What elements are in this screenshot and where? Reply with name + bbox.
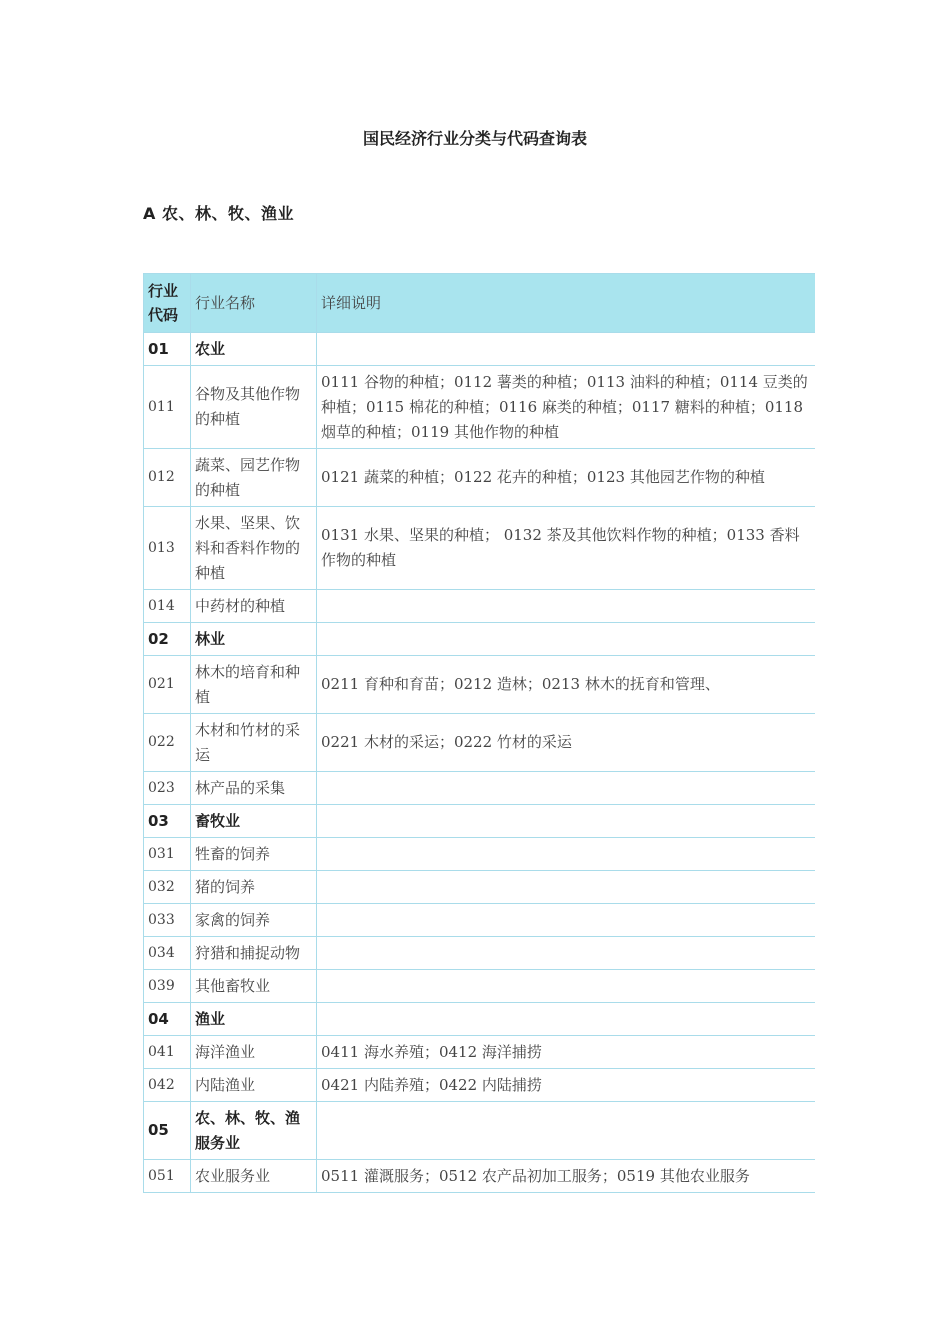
industry-code-cell: 039 [144,970,191,1003]
industry-name-cell: 家禽的饲养 [191,904,317,937]
details-cell [317,937,816,970]
table-row [144,366,816,449]
industry-code-cell: 021 [144,656,191,714]
industry-name-cell: 猪的饲养 [191,871,317,904]
industry-name-cell: 中药材的种植 [191,590,317,623]
table-header-row [144,274,816,333]
table-row [144,1160,816,1193]
industry-name-cell: 谷物及其他作物的种植 [191,366,317,449]
table-row [144,871,816,904]
industry-name-cell: 海洋渔业 [191,1036,317,1069]
industry-name-cell: 内陆渔业 [191,1069,317,1102]
details-cell: 0421 内陆养殖；0422 内陆捕捞 [317,1069,816,1102]
details-cell [317,871,816,904]
industry-name-cell: 林木的培育和种植 [191,656,317,714]
table-row [144,1069,816,1102]
table-row [144,449,816,507]
details-cell: 0221 木材的采运；0222 竹材的采运 [317,714,816,772]
industry-code-cell: 04 [144,1003,191,1036]
details-cell [317,904,816,937]
document-title: 国民经济行业分类与代码查询表 [362,129,587,148]
industry-code-cell: 01 [144,333,191,366]
industry-code-cell: 023 [144,772,191,805]
header-industry-code: 行业代码 [144,274,191,333]
industry-code-cell: 041 [144,1036,191,1069]
details-cell: 0121 蔬菜的种植；0122 花卉的种植；0123 其他园艺作物的种植 [317,449,816,507]
industry-name-cell: 渔业 [191,1003,317,1036]
table-row [144,590,816,623]
industry-code-cell: 033 [144,904,191,937]
details-cell: 0411 海水养殖；0412 海洋捕捞 [317,1036,816,1069]
details-cell [317,1003,816,1036]
industry-code-cell: 05 [144,1102,191,1160]
details-cell: 0211 育种和育苗；0212 造林；0213 林木的抚育和管理、 [317,656,816,714]
industry-code-cell: 032 [144,871,191,904]
table-row [144,714,816,772]
table-row [144,507,816,590]
industry-name-cell: 农业 [191,333,317,366]
details-cell [317,838,816,871]
industry-code-cell: 03 [144,805,191,838]
details-cell [317,623,816,656]
header-details: 详细说明 [317,274,816,333]
industry-name-cell: 其他畜牧业 [191,970,317,1003]
industry-code-cell: 034 [144,937,191,970]
section-heading: A 农、林、牧、渔业 [143,204,294,223]
industry-name-cell: 蔬菜、园艺作物的种植 [191,449,317,507]
industry-name-cell: 木材和竹材的采运 [191,714,317,772]
industry-name-cell: 狩猎和捕捉动物 [191,937,317,970]
industry-code-cell: 014 [144,590,191,623]
table-row [144,838,816,871]
industry-code-cell: 011 [144,366,191,449]
details-cell [317,970,816,1003]
industry-code-cell: 012 [144,449,191,507]
table-row [144,904,816,937]
table-row-category [144,1003,816,1036]
header-industry-name: 行业名称 [191,274,317,333]
table-body [144,333,816,1193]
details-cell: 0131 水果、坚果的种植； 0132 茶及其他饮料作物的种植；0133 香料作物的种植 [317,507,816,590]
details-cell: 0111 谷物的种植；0112 薯类的种植；0113 油料的种植；0114 豆类的种植；0115 棉花的种植；0116 麻类的种植；0117 糖料的种植；0118 烟草的种植；0119 其他作物的种植 [317,366,816,449]
table-row [144,937,816,970]
details-cell [317,590,816,623]
industry-code-cell: 051 [144,1160,191,1193]
industry-name-cell: 水果、坚果、饮料和香料作物的种植 [191,507,317,590]
table-row-category [144,333,816,366]
industry-code-cell: 013 [144,507,191,590]
industry-name-cell: 林产品的采集 [191,772,317,805]
details-cell [317,805,816,838]
industry-code-cell: 022 [144,714,191,772]
industry-name-cell: 牲畜的饲养 [191,838,317,871]
table-row [144,1036,816,1069]
industry-name-cell: 林业 [191,623,317,656]
table-row [144,970,816,1003]
table-row-category [144,805,816,838]
industry-name-cell: 农、林、牧、渔服务业 [191,1102,317,1160]
industry-code-table [143,273,815,1193]
details-cell [317,1102,816,1160]
industry-code-cell: 042 [144,1069,191,1102]
industry-name-cell: 农业服务业 [191,1160,317,1193]
industry-name-cell: 畜牧业 [191,805,317,838]
details-cell [317,333,816,366]
details-cell [317,772,816,805]
table-row-category [144,623,816,656]
table-row [144,772,816,805]
table-row [144,656,816,714]
industry-code-table-container [143,273,815,1196]
table-row-category [144,1102,816,1160]
details-cell: 0511 灌溉服务；0512 农产品初加工服务；0519 其他农业服务 [317,1160,816,1193]
industry-code-cell: 031 [144,838,191,871]
industry-code-cell: 02 [144,623,191,656]
